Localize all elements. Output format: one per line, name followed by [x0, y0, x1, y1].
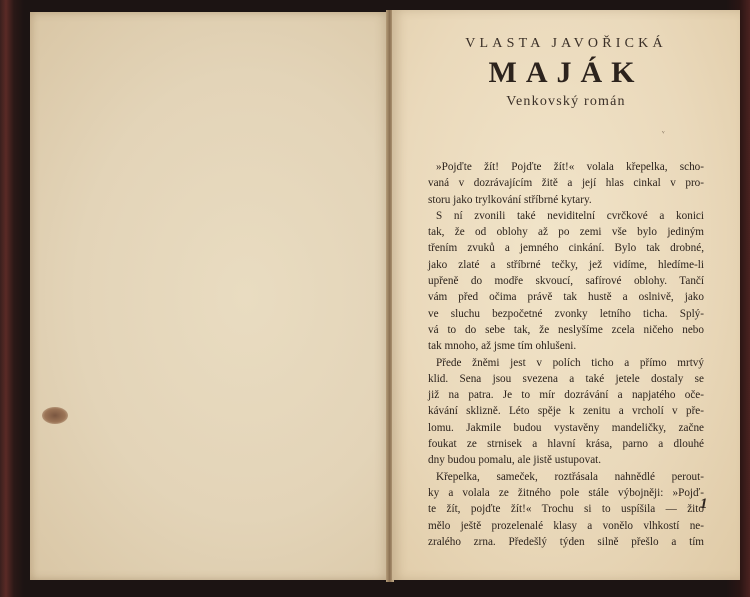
text-line: jako zlaté a stříbrné tečky, jež vidíme, hledíme-li [428, 258, 704, 271]
text-line: třením zvuků a jemného cinkání. Bylo tak drobné, [428, 242, 704, 255]
text-line: storu jako trylkování stříbrné kytary. [428, 193, 592, 206]
text-line: vaná v dozrávajícím žitě a její hlas cinkal v pro- [428, 177, 704, 190]
text-line: zralého zrna. Předešlý týden silně přešlo a tím [428, 535, 704, 548]
text-line: Křepelka, sameček, roztřásala nahnědlé perout- [436, 470, 704, 483]
left-page-blank [30, 12, 390, 580]
text-line: te žít, pojďte žít!« Trochu si to uspíšila — žito [428, 503, 704, 516]
text-line: tak, že od oblohy až po zemi vše bylo jediným [428, 226, 704, 239]
text-line: ve sluchu bezpočetné zvonky letního ticha. Splý- [428, 307, 704, 320]
text-line: mělo ještě prozelenalé klasy a vonělo vlhkostí ne- [428, 519, 704, 532]
right-page [392, 10, 740, 580]
text-line: již na patra. Je to mír dozrávání a napjatého oče- [428, 389, 704, 402]
body-text [428, 159, 704, 550]
text-line: lomu. Jakmile budou vystavěny mandeličky, začne [428, 421, 704, 434]
page-number: 1 [700, 496, 708, 512]
paper-stain [42, 407, 68, 424]
text-line: upřeně do modře skvoucí, safírové oblohy. Tančí [428, 275, 704, 288]
text-line: »Pojďte žít! Pojďte žít!« volala křepelka, scho- [436, 161, 704, 173]
text-line: Přede žněmi jest v polích ticho a přímo mrtvý [436, 356, 704, 369]
text-line: kávání sklizně. Léto spěje k zenitu a vrcholí v pře- [428, 405, 704, 418]
text-line: S ní zvonili také neviditelní cvrčkové a konici [436, 209, 704, 222]
text-line: vám před očima právě tak hustě a oslnivě, jako [428, 291, 704, 304]
book-subtitle: Venkovský román [506, 94, 626, 109]
text-line: foukat ze strnisek a hlavní krása, parno a dlouhé [428, 438, 704, 451]
author-name: VLASTA JAVOŘICKÁ [465, 36, 667, 51]
print-mark: ᵛ [662, 128, 665, 138]
text-line: dny budou pomalu, ale jistě ustupovat. [428, 454, 602, 467]
book-title: MAJÁK [488, 56, 644, 89]
text-line: vá to do sebe tak, že neslyšíme zcela ničeho nebo [428, 323, 704, 336]
text-line: tak mnoho, až jsme tím ohlušeni. [428, 340, 577, 353]
text-line: ky a volala ze žitného pole stále výbojněji: »Pojď- [428, 486, 704, 499]
text-line: klid. Sena jsou svezena a také jetele dostaly se [428, 372, 704, 385]
